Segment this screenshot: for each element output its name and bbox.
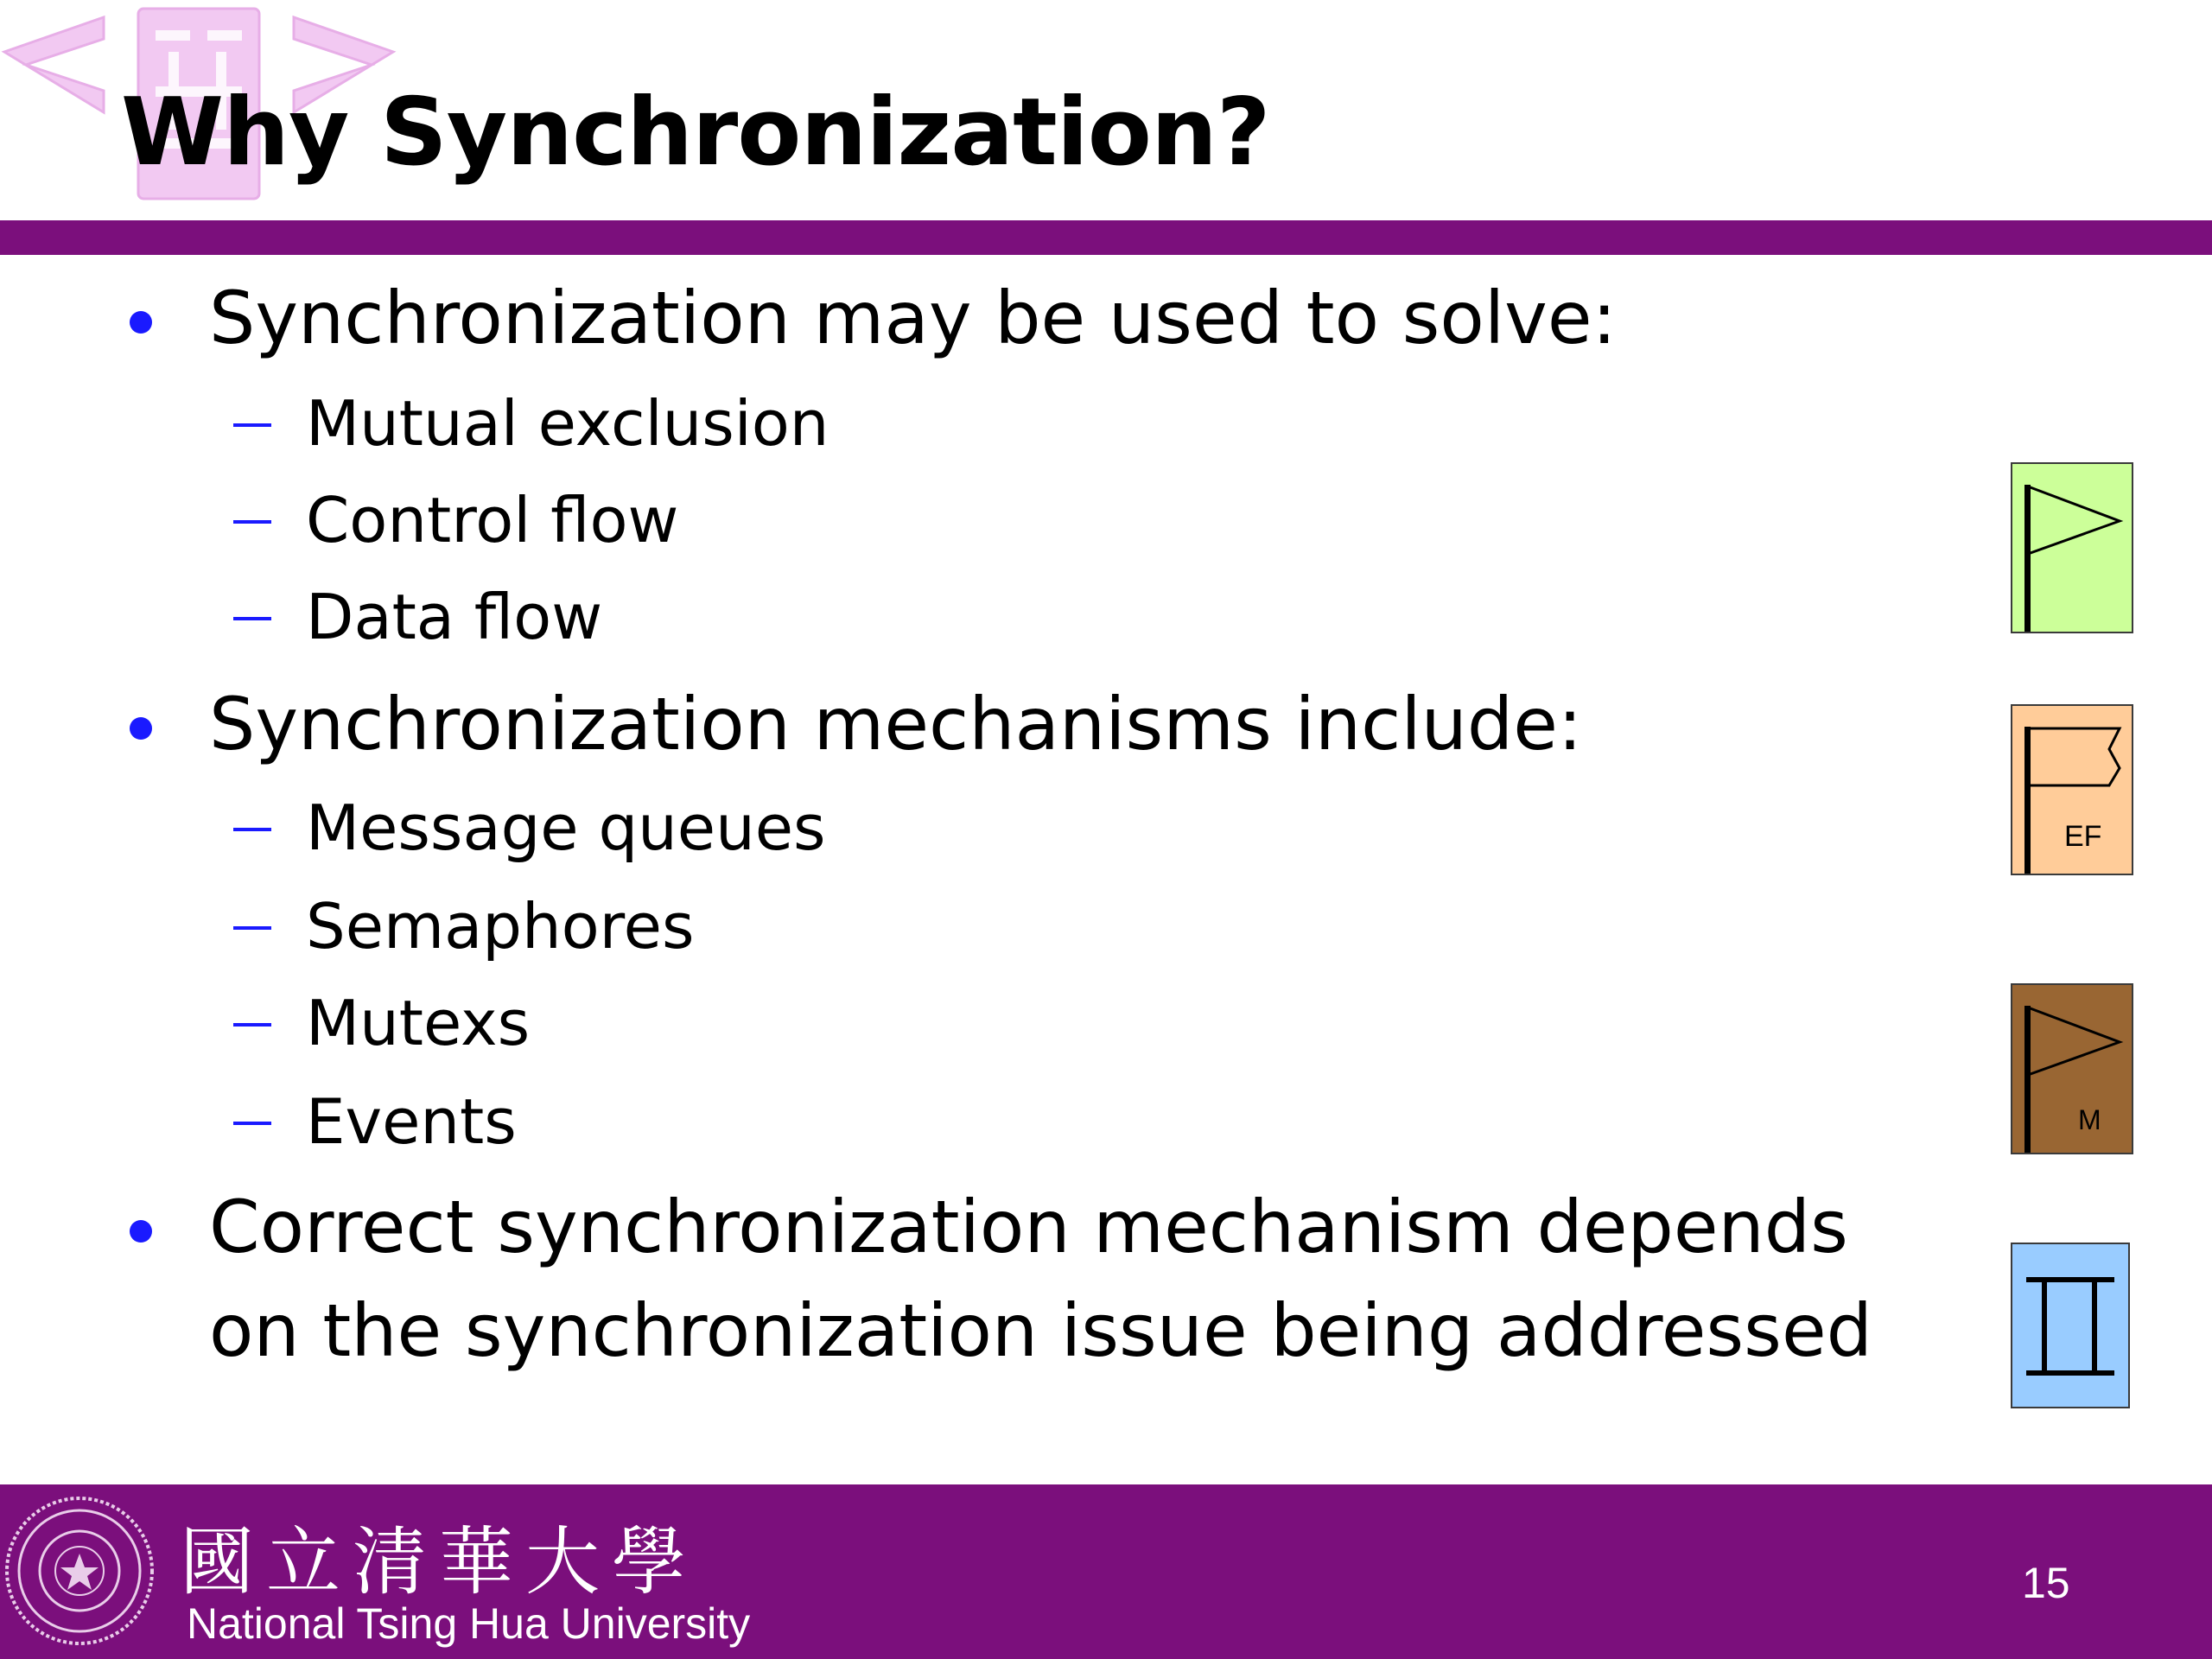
university-name-english: National Tsing Hua University bbox=[187, 1599, 751, 1648]
mutex-flag-label: M bbox=[2078, 1104, 2101, 1135]
dash-icon bbox=[233, 617, 271, 620]
flag-icon-graphic bbox=[2012, 464, 2132, 632]
sub-item-text: Events bbox=[306, 1085, 517, 1158]
bullet-text: Correct synchronization mechanism depends bbox=[209, 1185, 1848, 1269]
university-seal-icon bbox=[3, 1495, 156, 1647]
dash-icon bbox=[233, 423, 271, 427]
slide-title: Why Synchronization? bbox=[121, 79, 1270, 187]
page-number: 15 bbox=[2022, 1559, 2070, 1607]
bullet-dot-icon bbox=[130, 311, 152, 334]
dash-icon bbox=[233, 1023, 271, 1027]
mutex-flag-icon-graphic bbox=[2012, 985, 2132, 1153]
semaphore-icon-graphic bbox=[2012, 1244, 2128, 1407]
university-name-chinese: 國立清華大學 bbox=[180, 1519, 698, 1605]
bullet-dot-icon bbox=[130, 1220, 152, 1243]
dash-icon bbox=[233, 926, 271, 930]
flag-icon bbox=[2011, 462, 2133, 633]
bullet-text: Synchronization mechanisms include: bbox=[209, 682, 1583, 766]
bullet-text: Synchronization may be used to solve: bbox=[209, 276, 1617, 360]
dash-icon bbox=[233, 1122, 271, 1125]
semaphore-icon bbox=[2011, 1243, 2130, 1408]
sub-item-text: Mutual exclusion bbox=[306, 387, 830, 460]
dash-icon bbox=[233, 828, 271, 831]
bullet-text: on the synchronization issue being addressed bbox=[209, 1288, 1872, 1373]
sub-item-text: Data flow bbox=[306, 581, 603, 653]
footer-bar bbox=[0, 1484, 2212, 1659]
dash-icon bbox=[233, 520, 271, 524]
event-flag-icon bbox=[2011, 704, 2133, 875]
sub-item-text: Message queues bbox=[306, 791, 826, 864]
sub-item-text: Semaphores bbox=[306, 890, 695, 963]
bullet-dot-icon bbox=[130, 717, 152, 740]
sub-item-text: Control flow bbox=[306, 484, 679, 556]
title-divider bbox=[0, 220, 2212, 255]
event-flag-label: EF bbox=[2064, 820, 2102, 853]
mutex-flag-icon bbox=[2011, 983, 2133, 1154]
sub-item-text: Mutexs bbox=[306, 987, 531, 1059]
